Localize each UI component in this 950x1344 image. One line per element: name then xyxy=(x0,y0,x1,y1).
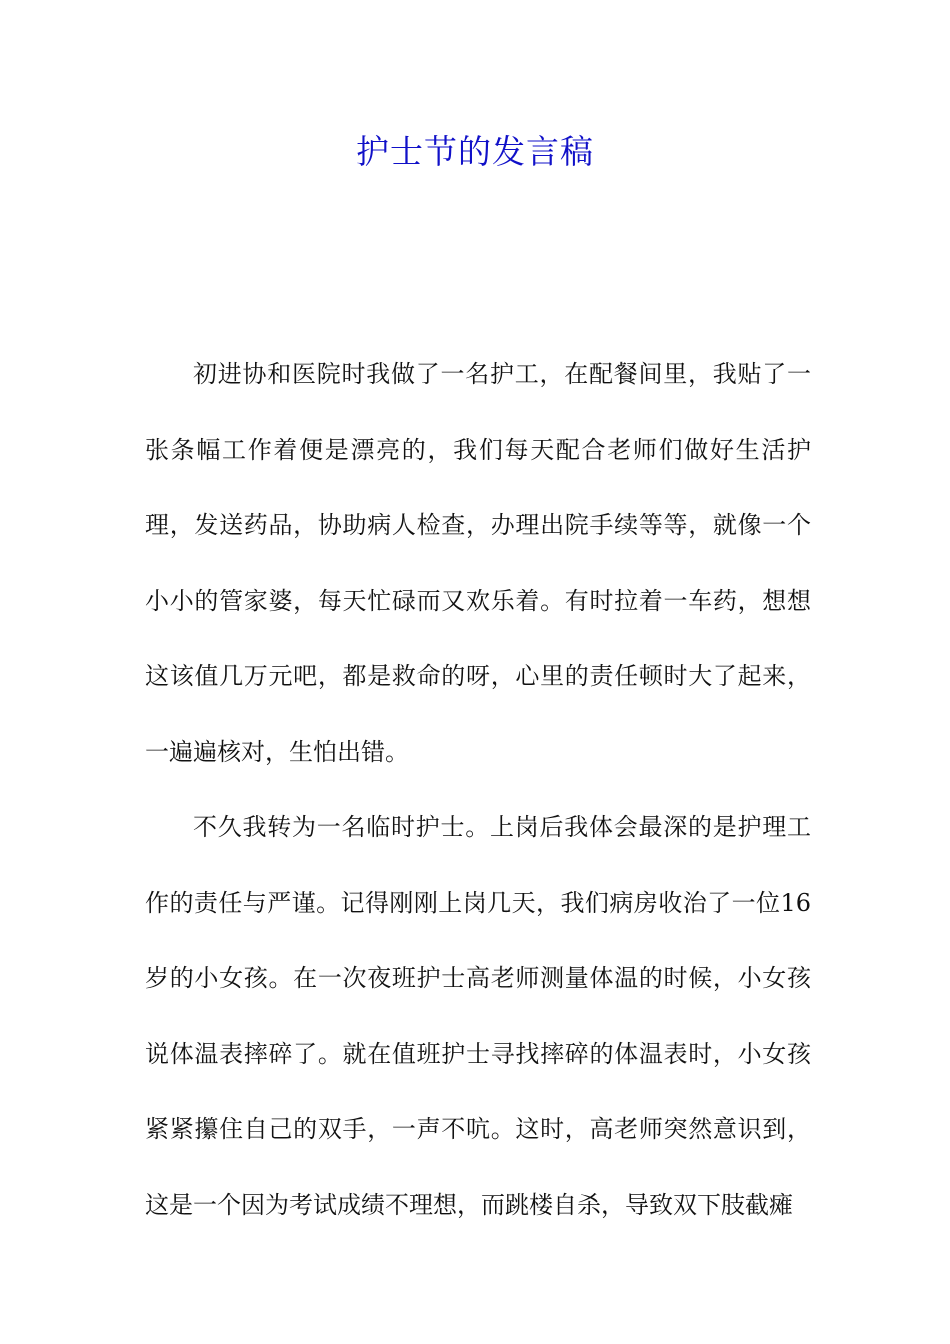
document-title: 护士节的发言稿 xyxy=(356,132,594,171)
paragraph-2: 不久我转为一名临时护士。上岗后我体会最深的是护理工作的责任与严谨。记得刚刚上岗几天，我们病房收治了一位16岁的小女孩。在一次夜班护士高老师测量体温的时候，小女孩说体温表摔碎了。就在值班护士寻找摔碎的体温表时，小女孩紧紧攥住自己的双手，一声不吭。这时，高老师突然意识到，这是一个因为考试成绩不理想，而跳楼自杀，导致双下肢截瘫 xyxy=(145,813,811,1219)
paragraph-1: 初进协和医院时我做了一名护工，在配餐间里，我贴了一张条幅工作着便是漂亮的，我们每天配合老师们做好生活护理，发送药品，协助病人检查，办理出院手续等等，就像一个小小的管家婆，每天忙碌而又欢乐着。有时拉着一车药，想想这该值几万元吧，都是救命的呀，心里的责任顿时大了起来，一遍遍核对，生怕出错。 xyxy=(145,360,811,766)
document-body xyxy=(145,337,811,1243)
